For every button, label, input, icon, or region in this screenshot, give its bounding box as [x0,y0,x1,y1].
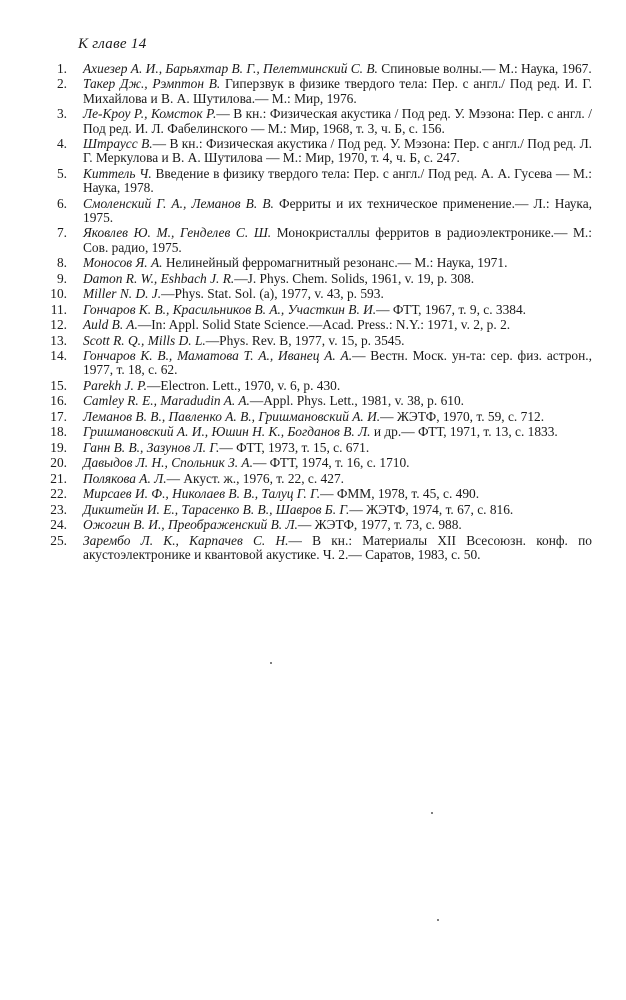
reference-number: 15. [50,377,67,393]
reference-item [30,349,592,378]
reference-number: 18. [50,424,67,440]
reference-authors: Моносов Я. А. [83,255,163,271]
reference-number: 1. [56,61,67,76]
reference-number: 17. [50,408,67,424]
reference-item [30,107,592,136]
reference-authors: Яковлев Ю. М., Генделев С. Ш. [83,225,272,241]
reference-number: 24. [50,517,67,533]
reference-text: — ФТТ, 1973, т. 15, с. 671. [219,439,370,455]
reference-authors: Ожогин В. И., Преображенский В. Л. [83,517,298,533]
reference-list [30,62,592,563]
reference-item [30,137,592,166]
reference-text: —Phys. Stat. Sol. (a), 1977, v. 43, p. 593. [161,286,384,302]
reference-number: 3. [56,106,67,122]
reference-authors: Штраусс В. [83,136,153,152]
reference-number: 9. [56,270,67,286]
reference-authors: Parekh J. P. [83,377,147,393]
reference-number: 22. [50,486,67,502]
reference-authors: Miller N. D. J. [83,286,162,302]
reference-number: 13. [50,332,67,348]
reference-text: — ЖЭТФ, 1974, т. 67, с. 816. [349,501,514,517]
reference-number: 2. [56,76,67,92]
reference-item [30,303,592,317]
reference-authors: Scott R. Q., Mills D. L. [83,332,206,348]
reference-number: 14. [50,348,67,364]
scan-speck [270,662,272,664]
reference-item [30,503,592,517]
reference-text: — В кн.: Физическая акустика / Под ред. У. Мэзона: Пер. с англ./ Под ред. Л. Г. Меркулова и В. А. Шутилова — М.: Мир, 1970, т. 4, ч. Б, с. 247. [83,136,592,166]
reference-authors: Гришмановский А. И., Юшин Н. К., Богданов В. Л. [83,424,371,440]
reference-authors: Auld B. A. [83,317,138,333]
reference-authors: Camley R. E., Maradudin A. A. [83,393,250,409]
reference-text: Спиновые волны.— М.: Наука, 1967. [377,61,592,76]
reference-item [30,441,592,455]
reference-text: —J. Phys. Chem. Solids, 1961, v. 19, p. 308. [234,270,475,286]
reference-item [30,379,592,393]
reference-item [30,287,592,301]
reference-item [30,77,592,106]
reference-item [30,167,592,196]
reference-number: 25. [50,532,67,548]
reference-number: 21. [50,470,67,486]
reference-item [30,226,592,255]
reference-item [30,518,592,532]
reference-number: 12. [50,317,67,333]
reference-authors: Гончаров К. В., Красильников В. А., Участкин В. И. [83,301,377,317]
reference-authors: Смоленский Г. А., Леманов В. В. [83,195,274,211]
reference-text: Монокристаллы ферритов в радиоэлектронике.— М.: Сов. радио, 1975. [83,225,592,255]
reference-text: —In: Appl. Solid State Science.—Acad. Press.: N.Y.: 1971, v. 2, p. 2. [137,317,511,333]
reference-authors: Дикштейн И. Е., Тарасенко В. В., Шавров Б. Г. [83,501,350,517]
reference-item [30,456,592,470]
reference-text: Ферриты и их техническое применение.— Л.: Наука, 1975. [83,195,592,225]
reference-text: и др.— ФТТ, 1971, т. 13, с. 1833. [370,424,558,440]
reference-number: 4. [56,136,67,152]
reference-item [30,425,592,439]
reference-item [30,534,592,563]
reference-text: — ФММ, 1978, т. 45, с. 490. [320,486,480,502]
reference-text: — ЖЭТФ, 1970, т. 59, с. 712. [380,408,545,424]
scan-speck [431,812,433,814]
reference-authors: Мирсаев И. Ф., Николаев В. В., Талуц Г. Г. [83,486,321,502]
reference-authors: Леманов В. В., Павленко А. В., Гришмановский А. И. [83,408,381,424]
reference-authors: Ганн В. В., Зазунов Л. Г. [83,439,220,455]
reference-item [30,410,592,424]
reference-text: — Вестн. Моск. ун-та: сер. физ. астрон., 1977, т. 18, с. 62. [83,348,592,378]
reference-number: 16. [50,393,67,409]
reference-number: 11. [50,301,67,317]
reference-number: 19. [50,439,67,455]
chapter-heading: К главе 14 [78,36,147,52]
reference-authors: Зарембо Л. К., Карпачев С. Н. [83,532,289,548]
reference-text: —Appl. Phys. Lett., 1981, v. 38, p. 610. [249,393,465,409]
reference-authors: Такер Дж., Рэмптон В. [83,76,221,92]
reference-text: — ФТТ, 1967, т. 9, с. 3384. [376,301,527,317]
reference-number: 8. [56,255,67,271]
reference-authors: Киттель Ч. [83,165,152,181]
reference-text: — В кн.: Физическая акустика / Под ред. У. Мэзона: Пер. с англ. / Под ред. И. Л. Фабелинского — М.: Мир, 1968, т. 3, ч. Б, с. 156. [83,106,592,136]
reference-text: Нелинейный ферромагнитный резонанс.— М.: Наука, 1971. [162,255,508,271]
reference-item [30,334,592,348]
reference-item [30,197,592,226]
reference-number: 5. [56,165,67,181]
reference-item [30,394,592,408]
reference-item [30,318,592,332]
reference-number: 20. [50,455,67,471]
reference-text: —Phys. Rev. B, 1977, v. 15, p. 3545. [205,332,405,348]
reference-authors: Гончаров К. В., Маматова Т. А., Иванец А. А. [83,348,353,364]
reference-text: Введение в физику твердого тела: Пер. с англ./ Под ред. А. А. Гусева — М.: Наука, 1978. [83,165,592,196]
reference-number: 7. [56,225,67,241]
reference-item [30,472,592,486]
reference-item [30,256,592,270]
reference-number: 10. [50,286,67,302]
reference-text: Гиперзвук в физике твердого тела: Пер. с англ./ Под ред. И. Г. Михайлова и В. А. Шутилова.— М.: Мир, 1976. [83,76,592,106]
reference-text: — ЖЭТФ, 1977, т. 73, с. 988. [297,517,462,533]
reference-item [30,272,592,286]
reference-number: 6. [56,195,67,211]
reference-authors: Ахиезер А. И., Барьяхтар В. Г., Пелетминский С. В. [83,61,378,76]
reference-number: 23. [50,501,67,517]
reference-authors: Damon R. W., Eshbach J. R. [83,270,235,286]
reference-authors: Ле-Кроу Р., Комсток Р. [83,106,217,122]
reference-text: — Акуст. ж., 1976, т. 22, с. 427. [166,470,344,486]
reference-item [30,487,592,501]
reference-text: —Electron. Lett., 1970, v. 6, p. 430. [146,377,341,393]
reference-authors: Давыдов Л. Н., Спольник З. А. [83,455,253,471]
reference-text: — ФТТ, 1974, т. 16, с. 1710. [252,455,410,471]
reference-text: — В кн.: Материалы XII Всесоюзн. конф. по акустоэлектронике и квантовой акустике. Ч. 2.— Саратов, 1983, с. 50. [83,532,592,562]
reference-item [30,62,592,76]
reference-authors: Полякова А. Л. [83,470,167,486]
scan-speck [437,919,439,921]
